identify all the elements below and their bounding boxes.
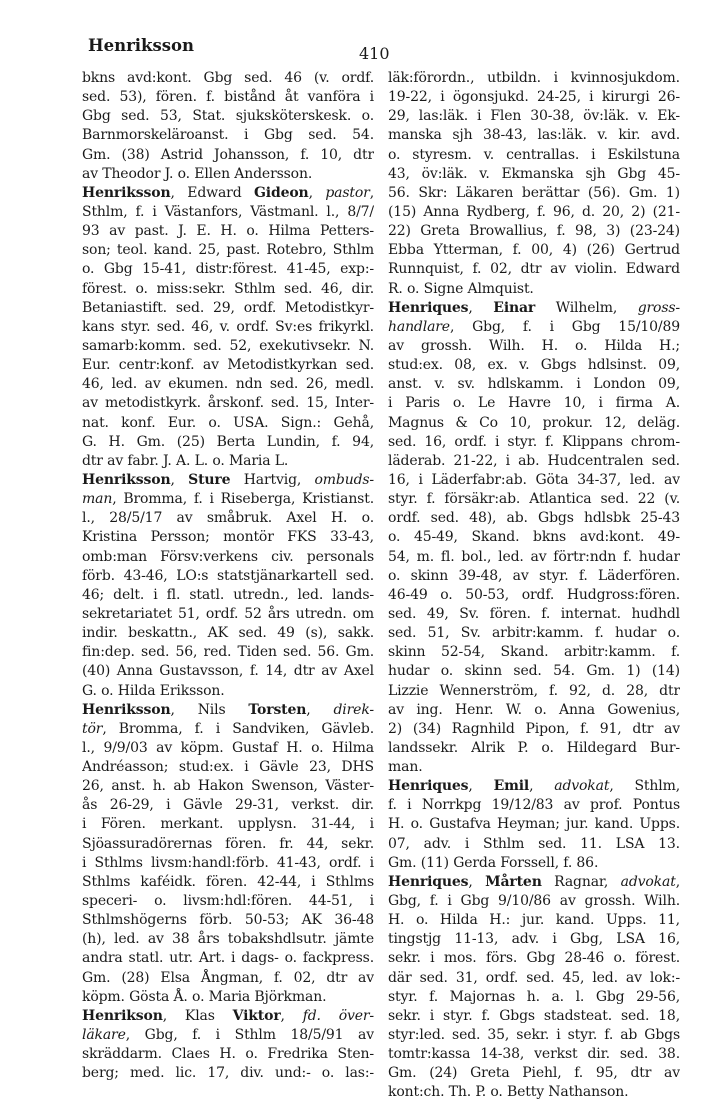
text-line: skräddarm. Claes H. o. Fredrika Sten- [82,1046,374,1063]
text-line: andra statl. utr. Art. i dags- o. fackpress. [82,950,374,967]
text-line: sed. 53), fören. f. bistånd åt vanföra i [82,89,374,106]
entry-trailing-text: , [369,184,374,201]
entry-text: , Gbg, f. i Sthlm 18/5/91 av [125,1027,374,1044]
text-line: förest. o. miss:sekr. Sthlm sed. 46, dir. [82,280,374,297]
running-title: Henriksson [88,36,195,55]
text-line: fin:dep. sed. 56, red. Tiden sed. 56. Gm. [82,644,374,661]
text-line: hudar o. skinn sed. 54. Gm. 1) (14) [388,663,680,680]
text-line: 56. Skr: Läkaren berättar (56). Gm. 1) [388,184,680,201]
text-line: H. o. Hilda H.: jur. kand. Upps. 11, [388,912,680,929]
occupation-continuation-line [388,318,680,337]
text-line: sekr. i mos. förs. Gbg 28-46 o. förest. [388,950,680,967]
text-line: ordf. sed. 48), ab. Gbgs hdlsbk 25-43 [388,510,680,527]
text-line: sed. 16, ordf. i styr. f. Klippans chrom- [388,433,680,450]
text-line: 26, anst. h. ab Hakon Swenson, Väster- [82,778,374,795]
entry-trailing-text: , [675,873,680,890]
entry-called-name: Einar [493,299,536,316]
text-line: sed. 51, Sv. arbitr:kamm. f. hudar o. [388,625,680,642]
text-line: Gm. (11) Gerda Forssell, f. 86. [388,854,599,871]
entry-occupation: advokat [620,873,676,890]
text-line: 29, las:läk. i Flen 30-38, öv:läk. v. Ek- [388,108,680,125]
text-line: o. 45-49, Skand. bkns avd:kont. 49- [388,529,680,546]
left-column [82,69,374,1083]
text-line: R. o. Signe Almquist. [388,280,534,297]
text-line: Gm. (24) Greta Piehl, f. 95, dtr av [388,1065,680,1082]
page-header [88,36,658,66]
text-line: Gm. (28) Elsa Ångman, f. 02, dtr av [82,969,374,986]
entry-surname: Henriksson [82,184,171,201]
entry-text: , Bromma, f. i Riseberga, Kristianst. [112,491,374,508]
entry-called-name: Sture [188,471,231,488]
text-line: son; teol. kand. 25, past. Rotebro, Sthlm [82,242,374,259]
text-line: 46, led. av ekumen. ndn sed. 26, medl. [82,376,374,393]
text-line: Betaniastift. sed. 29, ordf. Metodistkyr- [82,299,374,316]
entry-surname: Henriques [388,778,469,795]
entry-given-names: , [170,471,189,488]
entry-occupation: ombuds- [314,471,374,488]
entry-separator: Wilhelm, [535,299,638,316]
text-line: läderab. 21-22, i ab. Hudcentralen sed. [388,452,680,469]
text-line: i Fören. merkant. upplysn. 31-44, i [82,816,374,833]
entry-surname: Henriques [388,873,469,890]
text-line: l., 9/9/03 av köpm. Gustaf H. o. Hilma [82,739,374,756]
text-line: sekr. i styr. f. Gbgs stadsteat. sed. 18, [388,1007,680,1024]
entry-separator: Ragnar, [541,873,621,890]
entry-called-name: Gideon [253,184,309,201]
text-line: H. o. Gustafva Heyman; jur. kand. Upps. [388,816,680,833]
text-line: Sthlms kaféidk. fören. 42-44, i Sthlms [82,873,374,890]
entry-text: , Gbg, f. i Gbg 15/10/89 [449,318,680,335]
text-line: förb. 43-46, LO:s statstjänarkartell sed. [82,567,374,584]
entry-separator: Hartvig, [230,471,315,488]
text-line: omb:man Försv:verkens civ. personals [82,548,374,565]
entry-given-names: , Edward [170,184,254,201]
text-line: 54, m. fl. bol., led. av förtr:ndn f. hudar [388,548,680,565]
text-line: sekretariatet 51, ordf. 52 års utredn. om [82,605,374,622]
text-line: av grossh. Wilh. H. o. Hilda H.; [388,337,680,354]
text-line: styr. f. försäkr:ab. Atlantica sed. 22 (v. [388,491,680,508]
entry-occupation: man [82,491,113,508]
text-line: köpm. Gösta Å. o. Maria Björkman. [82,988,327,1005]
entry-heading-line [388,299,680,318]
entry-occupation: gross- [637,299,680,316]
text-line: 16, i Läderfabr:ab. Göta 34-37, led. av [388,471,680,488]
text-line: (15) Anna Rydberg, f. 96, d. 20, 2) (21- [388,203,680,220]
text-line: i Sthlms livsm:handl:förb. 41-43, ordf. i [82,854,374,871]
text-line: i Paris o. Le Havre 10, i firma A. [388,395,680,412]
text-line: landssekr. Alrik P. o. Hildegard Bur- [388,739,680,756]
text-line: styr:led. sed. 35, sekr. i styr. f. ab Gbgs [388,1027,680,1044]
text-line: Ebba Ytterman, f. 00, 4) (26) Gertrud [388,242,680,259]
text-line: tomtr:kassa 14-38, verkst dir. sed. 38. [388,1046,680,1063]
right-column [388,69,680,1103]
text-line: (h), led. av 38 års tobakshdlsutr. jämte [82,931,374,948]
entry-called-name: Torsten [248,701,307,718]
text-line: läk:förordn., utbildn. i kvinnosjukdom. [388,70,680,86]
entry-given-names: , Klas [162,1007,233,1024]
text-line: styr. f. Majornas h. a. l. Gbg 29-56, [388,988,680,1005]
text-line: o. styresm. v. centrallas. i Eskilstuna [388,146,680,163]
text-line: o. Gbg 15-41, distr:förest. 41-45, exp:- [82,261,374,278]
text-line: Gm. (38) Astrid Johansson, f. 10, dtr [82,146,374,163]
text-line: 46-49 o. 50-53, ordf. Hudgross:fören. [388,586,680,603]
page-number: 410 [359,44,390,63]
entry-surname: Henriques [388,299,469,316]
text-line: l., 28/5/17 av småbruk. Axel H. o. [82,510,374,527]
entry-surname: Henriksson [82,701,171,718]
text-line: skinn 52-54, Skand. arbitr:kamm. f. [388,644,680,661]
entry-trailing-text: , Sthlm, [609,778,680,795]
text-line: Runnquist, f. 02, dtr av violin. Edward [388,261,680,278]
text-line: 19-22, i ögonsjukd. 24-25, i kirurgi 26- [388,89,680,106]
text-line: anst. v. sv. hdlskamm. i London 09, [388,376,680,393]
entry-occupation: direk- [333,701,374,718]
text-line: G. o. Hilda Eriksson. [82,682,225,699]
text-line: nat. konf. Eur. o. USA. Sign.: Gehå, [82,414,374,431]
entry-occupation: läkare [82,1027,126,1044]
text-line: o. skinn 39-48, av styr. f. Läderfören. [388,567,680,584]
text-line: Sjöassuradörernas fören. fr. 44, sekr. [82,835,374,852]
text-line: Sthlm, f. i Västanfors, Västmanl. l., 8/7/ [82,203,374,220]
text-line: (40) Anna Gustavsson, f. 14, dtr av Axel [82,663,374,680]
text-line: Magnus & Co 10, prokur. 12, deläg. [388,414,680,431]
entry-heading-line [82,701,374,720]
text-line: dtr av fabr. J. A. L. o. Maria L. [82,452,289,469]
text-line: Gbg, f. i Gbg 9/10/86 av grossh. Wilh. [388,893,680,910]
entry-separator: , [529,778,555,795]
text-line: av metodistkyrk. årskonf. sed. 15, Inter- [82,395,374,412]
text-line: av ing. Henr. W. o. Anna Gowenius, [388,701,680,718]
text-line: 46; delt. i fl. statl. utredn., led. lands- [82,586,374,603]
entry-occupation: advokat [554,778,610,795]
text-line: f. i Norrkpg 19/12/83 av prof. Pontus [388,797,680,814]
text-line: där sed. 31, ordf. sed. 45, led. av lok:- [388,969,680,986]
entry-occupation: handlare [388,318,450,335]
text-line: stud:ex. 08, ex. v. Gbgs hdlsinst. 09, [388,357,680,374]
entry-surname: Henrikson [82,1007,163,1024]
text-line: tingstjg 11-13, adv. i Gbg, LSA 16, [388,931,680,948]
entry-heading-line [82,184,374,203]
text-line: Kristina Persson; montör FKS 33-43, [82,529,374,546]
text-line: kans styr. sed. 46, v. ordf. Sv:es frikyrkl. [82,318,374,335]
entry-given-names: , [468,299,494,316]
text-line: Barnmorskeläroanst. i Gbg sed. 54. [82,127,374,144]
text-line: 93 av past. J. E. H. o. Hilma Petters- [82,223,374,240]
entry-occupation: tör [82,720,103,737]
entry-heading-line [82,471,374,490]
text-line: kont:ch. Th. P. o. Betty Nathanson. [388,1084,629,1101]
text-line: indir. beskattn., AK sed. 49 (s), sakk. [82,625,374,642]
text-line: sed. 49, Sv. fören. f. internat. hudhdl [388,605,680,622]
text-line: speceri- o. livsm:hdl:fören. 44-51, i [82,893,374,910]
text-line: bkns avd:kont. Gbg sed. 46 (v. ordf. [82,70,374,86]
entry-heading-line [388,777,680,796]
text-line: 43, öv:läk. v. Ekmanska sjh Gbg 45- [388,165,680,182]
text-line: ås 26-29, i Gävle 29-31, verkst. dir. [82,797,374,814]
entry-given-names: , Nils [170,701,249,718]
text-line: Lizzie Wennerström, f. 92, d. 28, dtr [388,682,680,699]
entry-called-name: Mårten [485,873,542,890]
text-line: 22) Greta Browallius, f. 98, 3) (23-24) [388,223,680,240]
entry-given-names: , [468,873,486,890]
entry-surname: Henriksson [82,471,171,488]
text-line: Sthlmshögerns förb. 50-53; AK 36-48 [82,912,374,929]
text-line: samarb:komm. sed. 52, exekutivsekr. N. [82,337,374,354]
text-line: 2) (34) Ragnhild Pipon, f. 91, dtr av [388,720,680,737]
entry-separator: , [308,184,326,201]
text-line: manska sjh 38-43, las:läk. v. kir. avd. [388,127,680,144]
text-line: Gbg sed. 53, Stat. sjuksköterskesk. o. [82,108,374,125]
text-line: Andréasson; stud:ex. i Gävle 23, DHS [82,759,374,776]
entry-heading-line [82,1007,374,1026]
text-line: berg; med. lic. 17, div. und:- o. las:- [82,1065,374,1082]
entry-heading-line [388,873,680,892]
entry-text: , Bromma, f. i Sandviken, Gävleb. [102,720,374,737]
entry-occupation: fd. över- [302,1007,374,1024]
text-line: G. H. Gm. (25) Berta Lundin, f. 94, [82,433,374,450]
occupation-continuation-line [82,1026,374,1045]
occupation-continuation-line [82,490,374,509]
occupation-continuation-line [82,720,374,739]
text-line: Eur. centr:konf. av Metodistkyrkan sed. [82,357,374,374]
entry-separator: , [306,701,334,718]
entry-given-names: , [468,778,494,795]
text-line: av Theodor J. o. Ellen Andersson. [82,165,313,182]
entry-occupation: pastor [325,184,370,201]
text-line: man. [388,759,423,776]
entry-separator: , [280,1007,303,1024]
entry-called-name: Viktor [232,1007,281,1024]
text-line: 07, adv. i Sthlm sed. 11. LSA 13. [388,835,680,852]
entry-called-name: Emil [493,778,530,795]
